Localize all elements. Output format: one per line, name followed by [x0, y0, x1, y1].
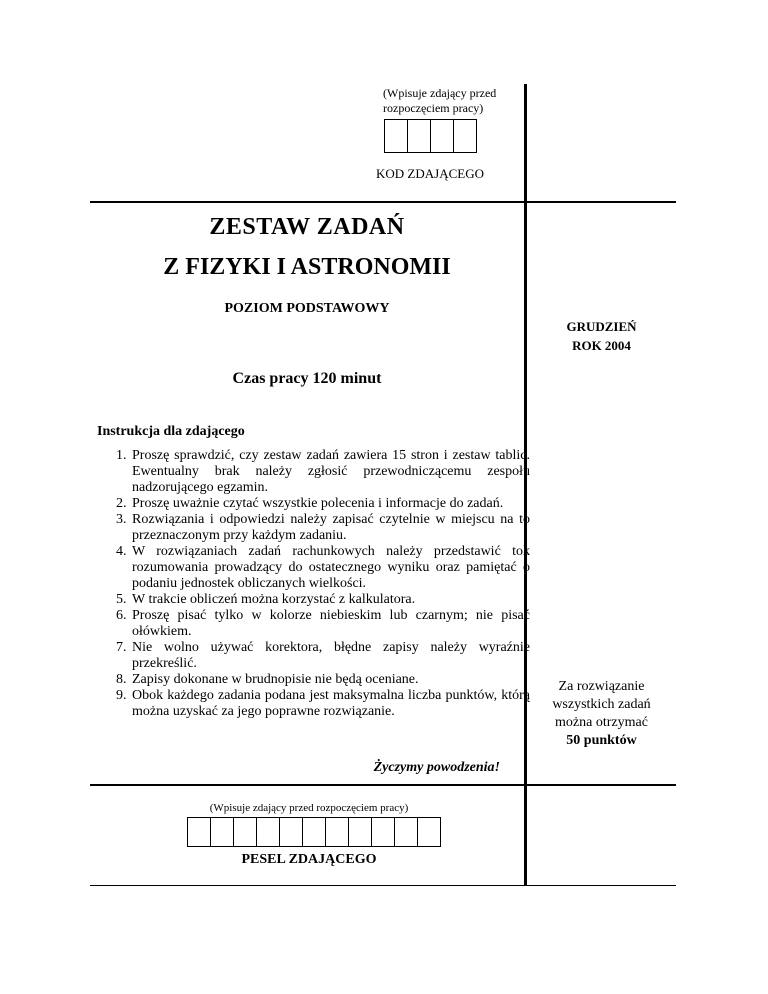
pesel-box[interactable]: [325, 817, 349, 847]
list-item: 1. Proszę sprawdzić, czy zestaw zadań zawiera 15 stron i zestaw tablic. Ewentualny brak należy zgłosić przewodniczącemu zespołu nadzorującego egzamin.: [130, 448, 530, 496]
date-year: ROK 2004: [572, 338, 631, 353]
time-label: Czas pracy 120 minut: [232, 370, 382, 387]
pesel-box[interactable]: [348, 817, 372, 847]
list-item: 8. Zapisy dokonane w brudnopisie nie będą oceniane.: [130, 672, 530, 688]
pesel-box[interactable]: [302, 817, 326, 847]
page-title: ZESTAW ZADAŃ: [209, 214, 405, 240]
date-month: GRUDZIEŃ: [566, 319, 637, 334]
list-item: 9. Obok każdego zadania podana jest maksymalna liczba punktów, którą można uzyskać za jego poprawne rozwiązanie.: [130, 688, 530, 720]
code-boxes[interactable]: [385, 119, 477, 153]
page-subtitle: Z FIZYKI I ASTRONOMII: [163, 254, 451, 280]
good-luck-text: Życzymy powodzenia!: [373, 760, 500, 775]
pesel-label: PESEL ZDAJĄCEGO: [241, 852, 377, 867]
list-item: 5. W trakcie obliczeń można korzystać z kalkulatora.: [130, 592, 530, 608]
pesel-box[interactable]: [233, 817, 257, 847]
pesel-box[interactable]: [256, 817, 280, 847]
pesel-box[interactable]: [187, 817, 211, 847]
pesel-box[interactable]: [394, 817, 418, 847]
points-info: [527, 678, 676, 750]
pesel-box[interactable]: [210, 817, 234, 847]
list-item: 7. Nie wolno używać korektora, błędne zapisy należy wyraźnie przekreślić.: [130, 640, 530, 672]
code-note: (Wpisuje zdający przed rozpoczęciem pracy): [383, 86, 497, 115]
footer-divider: [90, 784, 676, 786]
pesel-box[interactable]: [371, 817, 395, 847]
list-item: 6. Proszę pisać tylko w kolorze niebieskim lub czarnym; nie pisać ołówkiem.: [130, 608, 530, 640]
points-line: można otrzymać: [555, 715, 648, 730]
list-item: 4. W rozwiązaniach zadań rachunkowych należy przedstawić tok rozumowania prowadzący do ostatecznego wyniku oraz pamiętać o podaniu jednostek obliczanych wielkości.: [130, 544, 530, 592]
points-line: wszystkich zadań: [552, 697, 651, 712]
header-divider: [90, 201, 676, 203]
code-box[interactable]: [407, 119, 431, 153]
instructions-list: [111, 448, 530, 720]
points-line: Za rozwiązanie: [558, 679, 645, 694]
pesel-boxes[interactable]: [188, 817, 441, 847]
points-total: 50 punktów: [566, 733, 637, 748]
pesel-box[interactable]: [279, 817, 303, 847]
code-box[interactable]: [453, 119, 477, 153]
list-item: 3. Rozwiązania i odpowiedzi należy zapisać czytelnie w miejscu na to przeznaczonym przy każdym zadaniu.: [130, 512, 530, 544]
level-label: POZIOM PODSTAWOWY: [224, 301, 390, 316]
code-label: KOD ZDAJĄCEGO: [376, 166, 484, 181]
pesel-box[interactable]: [417, 817, 441, 847]
list-item: 2. Proszę uważnie czytać wszystkie polecenia i informacje do zadań.: [130, 496, 530, 512]
bottom-rule: [90, 885, 676, 886]
code-box[interactable]: [430, 119, 454, 153]
pesel-note: (Wpisuje zdający przed rozpoczęciem pracy): [209, 802, 409, 814]
instructions-heading: Instrukcja dla zdającego: [97, 424, 245, 439]
code-box[interactable]: [384, 119, 408, 153]
